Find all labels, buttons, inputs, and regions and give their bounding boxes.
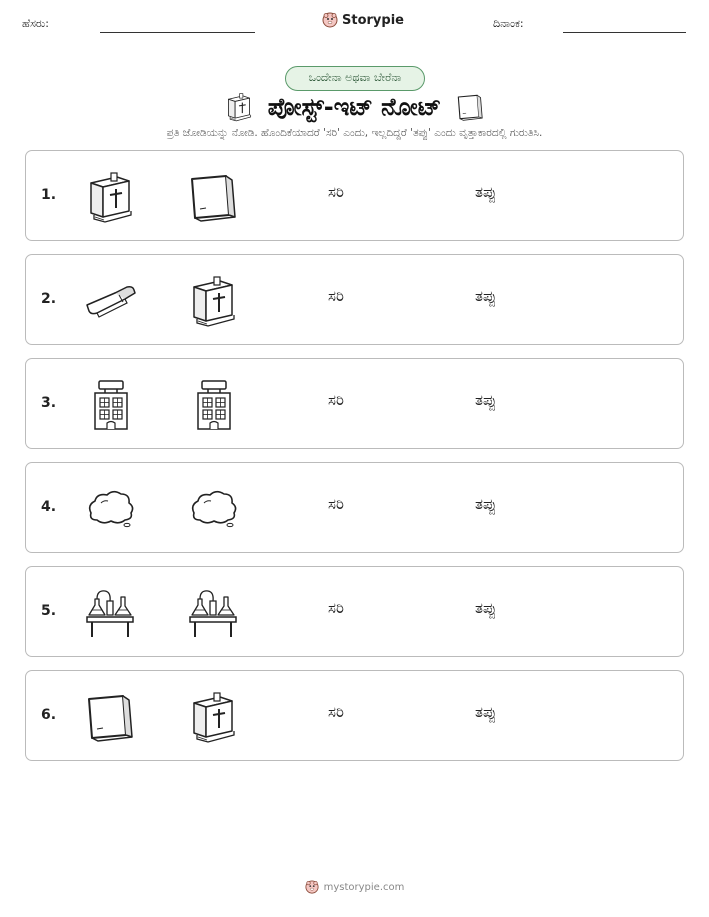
- option-correct[interactable]: ಸರಿ: [328, 287, 344, 305]
- sticky-note-icon: [186, 171, 240, 223]
- question-number: 2.: [41, 291, 57, 307]
- lab-table-icon: [83, 587, 137, 639]
- option-correct[interactable]: ಸರಿ: [328, 703, 344, 721]
- page-title: ಪೋಸ್ಟ್-ಇಟ್ ನೋಟ್: [267, 93, 442, 121]
- footer: [0, 880, 709, 894]
- question-number: 3.: [41, 395, 57, 411]
- question-card: [25, 150, 684, 241]
- question-card: [25, 254, 684, 345]
- question-card: [25, 566, 684, 657]
- question-card: [25, 670, 684, 761]
- date-label: ದಿನಾಂಕ:: [493, 17, 524, 30]
- question-number: 1.: [41, 187, 57, 203]
- option-wrong[interactable]: ತಪ್ಪು: [475, 183, 497, 201]
- option-wrong[interactable]: ತಪ್ಪು: [475, 391, 497, 409]
- option-correct[interactable]: ಸರಿ: [328, 391, 344, 409]
- date-field[interactable]: [563, 32, 686, 33]
- office-building-icon: [83, 379, 137, 431]
- instructions: ಪ್ರತಿ ಜೋಡಿಯನ್ನು ನೋಡಿ. ಹೊಂದಿಕೆಯಾದರೆ 'ಸರಿ' ಎಂದು, ಇಲ್ಲದಿದ್ದರೆ 'ತಪ್ಪು' ಎಂದು ವೃತ್ತಾಕಾರದಲ್ಲಿ ಗುರುತಿಸಿ.: [166, 127, 543, 139]
- brand-name: Storypie: [342, 12, 404, 28]
- eraser-icon: [83, 275, 137, 327]
- puddle-icon: [186, 483, 240, 535]
- bible-icon: [224, 92, 254, 122]
- question-card: [25, 358, 684, 449]
- puddle-icon: [83, 483, 137, 535]
- storypie-mascot-icon: [322, 12, 338, 28]
- question-number: 6.: [41, 707, 57, 723]
- question-number: 4.: [41, 499, 57, 515]
- bible-icon: [186, 275, 240, 327]
- option-correct[interactable]: ಸರಿ: [328, 495, 344, 513]
- question-card: [25, 462, 684, 553]
- category-badge: ಒಂದೇನಾ ಅಥವಾ ಬೇರೆನಾ: [285, 66, 425, 91]
- question-number: 5.: [41, 603, 57, 619]
- option-wrong[interactable]: ತಪ್ಪು: [475, 287, 497, 305]
- title-row: [0, 92, 709, 122]
- sticky-note-icon: [83, 691, 137, 743]
- storypie-mascot-icon: [305, 880, 319, 894]
- option-correct[interactable]: ಸರಿ: [328, 599, 344, 617]
- storypie-logo: [322, 12, 404, 28]
- footer-url[interactable]: mystorypie.com: [323, 881, 405, 893]
- name-label: ಹೆಸರು:: [22, 17, 49, 30]
- option-wrong[interactable]: ತಪ್ಪು: [475, 495, 497, 513]
- option-wrong[interactable]: ತಪ್ಪು: [475, 703, 497, 721]
- office-building-icon: [186, 379, 240, 431]
- lab-table-icon: [186, 587, 240, 639]
- option-correct[interactable]: ಸರಿ: [328, 183, 344, 201]
- name-field[interactable]: [100, 32, 255, 33]
- option-wrong[interactable]: ತಪ್ಪು: [475, 599, 497, 617]
- sticky-note-icon: [455, 92, 485, 122]
- bible-icon: [186, 691, 240, 743]
- bible-icon: [83, 171, 137, 223]
